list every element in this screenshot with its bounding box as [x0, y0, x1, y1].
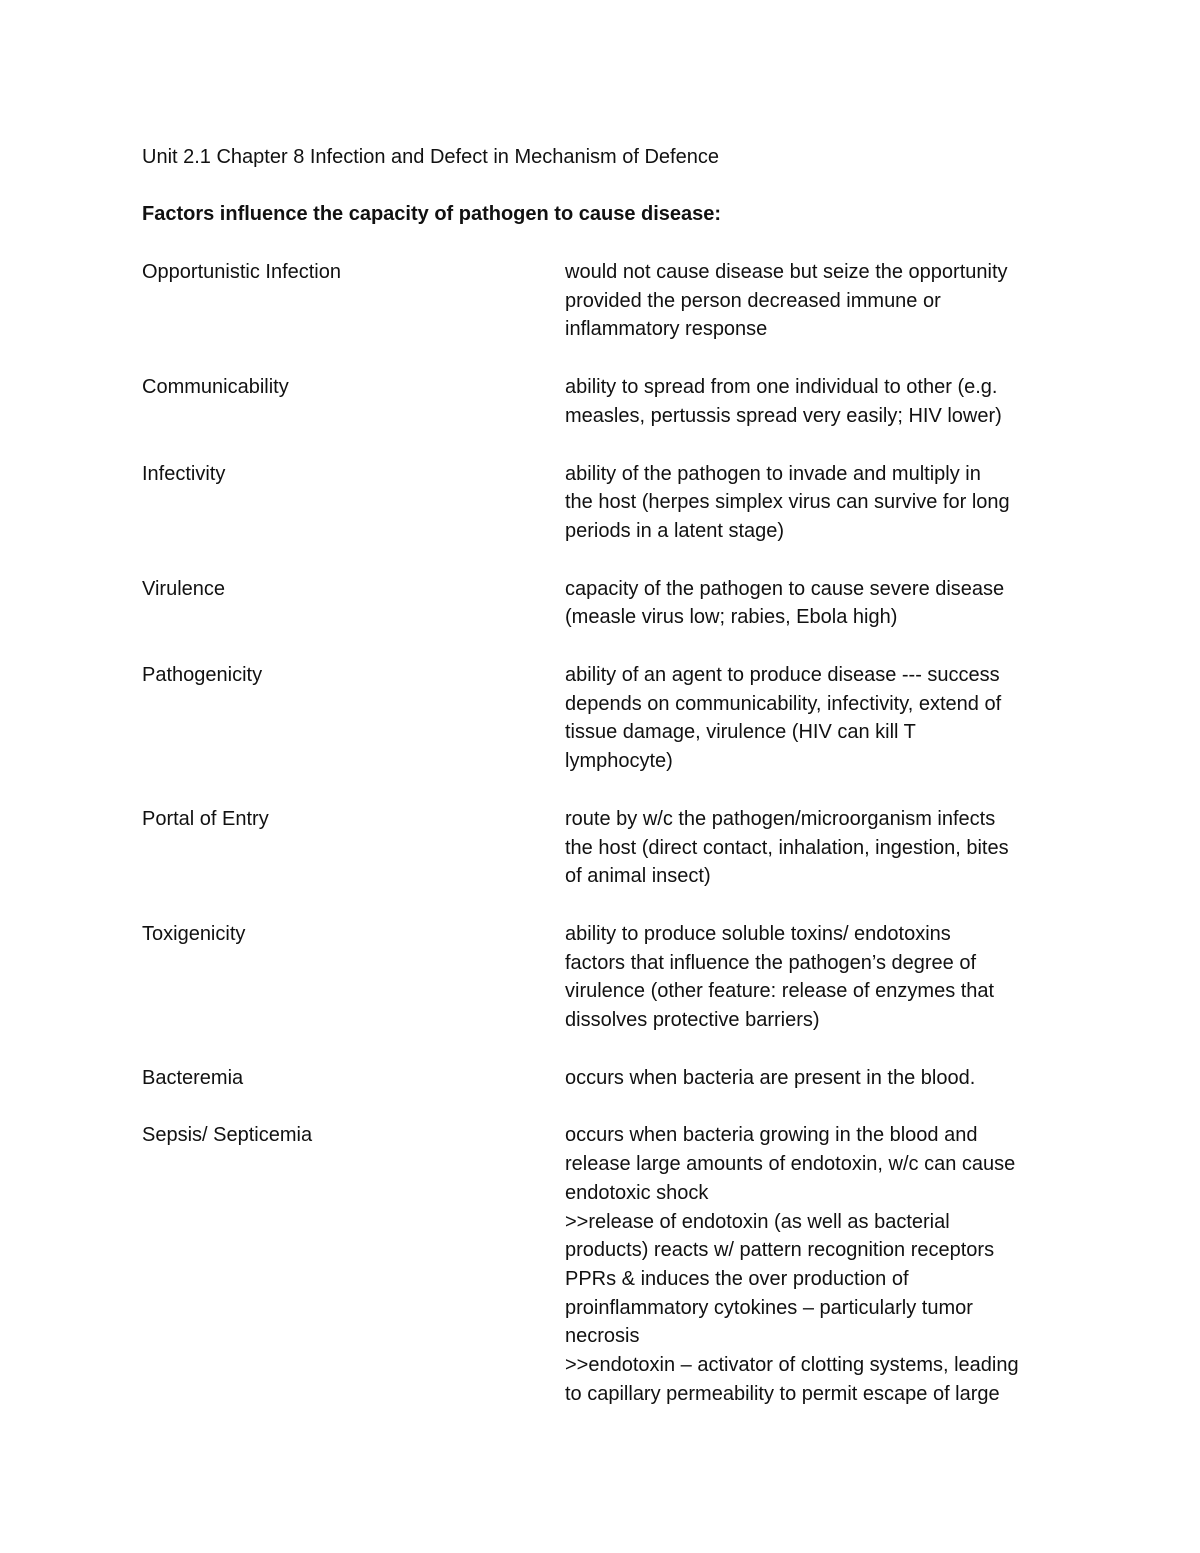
definition-line: >>release of endotoxin (as well as bacterial: [565, 1210, 950, 1233]
entry-opportunistic-infection: [142, 258, 1072, 344]
definition-line: (measle virus low; rabies, Ebola high): [565, 606, 898, 629]
definition-line: tissue damage, virulence (HIV can kill T: [565, 721, 916, 744]
definition-line: lymphocyte): [565, 750, 673, 773]
entry-term: Communicability: [142, 376, 289, 399]
entry-definition: [565, 805, 1060, 891]
definition-line: measles, pertussis spread very easily; HIV lower): [565, 404, 1002, 427]
definition-line: factors that influence the pathogen’s degree of: [565, 951, 977, 974]
definition-line: would not cause disease but seize the opportunity: [565, 261, 1008, 283]
entry-definition: [565, 460, 1060, 546]
definition-line: ability to spread from one individual to other (e.g.: [565, 376, 998, 399]
definition-line: virulence (other feature: release of enzymes that: [565, 980, 995, 1003]
entry-term: Virulence: [142, 577, 226, 600]
definition-line: of animal insect): [565, 865, 711, 888]
entry-infectivity: [142, 460, 1072, 546]
definition-line: release large amounts of endotoxin, w/c can cause: [565, 1153, 1016, 1176]
entry-virulence: [142, 575, 1072, 632]
definition-line: periods in a latent stage): [565, 519, 785, 542]
definition-line: necrosis: [565, 1325, 640, 1348]
entry-pathogenicity: [142, 661, 1072, 776]
entry-term: Opportunistic Infection: [142, 261, 341, 283]
entry-term: Toxigenicity: [142, 922, 246, 945]
entry-definition: [565, 920, 1060, 1035]
entry-toxigenicity: [142, 920, 1072, 1035]
entry-definition: [565, 258, 1060, 344]
definition-line: to capillary permeability to permit escape of large: [565, 1382, 1000, 1405]
entry-bacteremia: [142, 1064, 1072, 1093]
entry-definition: [565, 661, 1060, 776]
entry-term: Portal of Entry: [142, 807, 269, 830]
definition-line: route by w/c the pathogen/microorganism infects: [565, 807, 996, 830]
entry-term: Bacteremia: [142, 1066, 244, 1089]
entry-definition: [565, 1064, 1060, 1093]
section-heading: Factors influence the capacity of pathogen to cause disease:: [142, 203, 722, 225]
definition-line: the host (herpes simplex virus can survive for long: [565, 491, 1010, 514]
definition-line: occurs when bacteria are present in the blood.: [565, 1066, 976, 1089]
entry-definition: [565, 575, 1060, 632]
definition-line: depends on communicability, infectivity, extend of: [565, 692, 1002, 715]
definition-line: endotoxic shock: [565, 1181, 709, 1204]
definition-line: proinflammatory cytokines – particularly tumor: [565, 1296, 973, 1319]
definition-line: provided the person decreased immune or: [565, 289, 941, 312]
definition-line: inflammatory response: [565, 318, 768, 341]
entry-definition: [565, 373, 1060, 430]
entry-portal-of-entry: [142, 805, 1072, 891]
definition-line: ability of an agent to produce disease --- success: [565, 664, 1000, 687]
entry-sepsis-septicemia: [142, 1121, 1072, 1408]
entry-term: Pathogenicity: [142, 664, 263, 687]
definition-line: the host (direct contact, inhalation, ingestion, bites: [565, 836, 1009, 859]
entry-term: Infectivity: [142, 462, 226, 485]
entry-definition: [565, 1121, 1060, 1408]
definition-line: >>endotoxin – activator of clotting systems, leading: [565, 1354, 1019, 1377]
entry-communicability: [142, 373, 1072, 430]
definition-list: [142, 258, 1072, 1438]
definition-line: occurs when bacteria growing in the blood and: [565, 1124, 978, 1147]
document-title: Unit 2.1 Chapter 8 Infection and Defect in Mechanism of Defence: [142, 146, 719, 168]
definition-line: ability to produce soluble toxins/ endotoxins: [565, 922, 951, 945]
definition-line: products) reacts w/ pattern recognition receptors: [565, 1239, 995, 1262]
entry-term: Sepsis/ Septicemia: [142, 1124, 313, 1147]
definition-line: ability of the pathogen to invade and multiply in: [565, 462, 981, 485]
definition-line: dissolves protective barriers): [565, 1009, 820, 1032]
definition-line: PPRs & induces the over production of: [565, 1267, 909, 1290]
definition-line: capacity of the pathogen to cause severe disease: [565, 577, 1005, 600]
